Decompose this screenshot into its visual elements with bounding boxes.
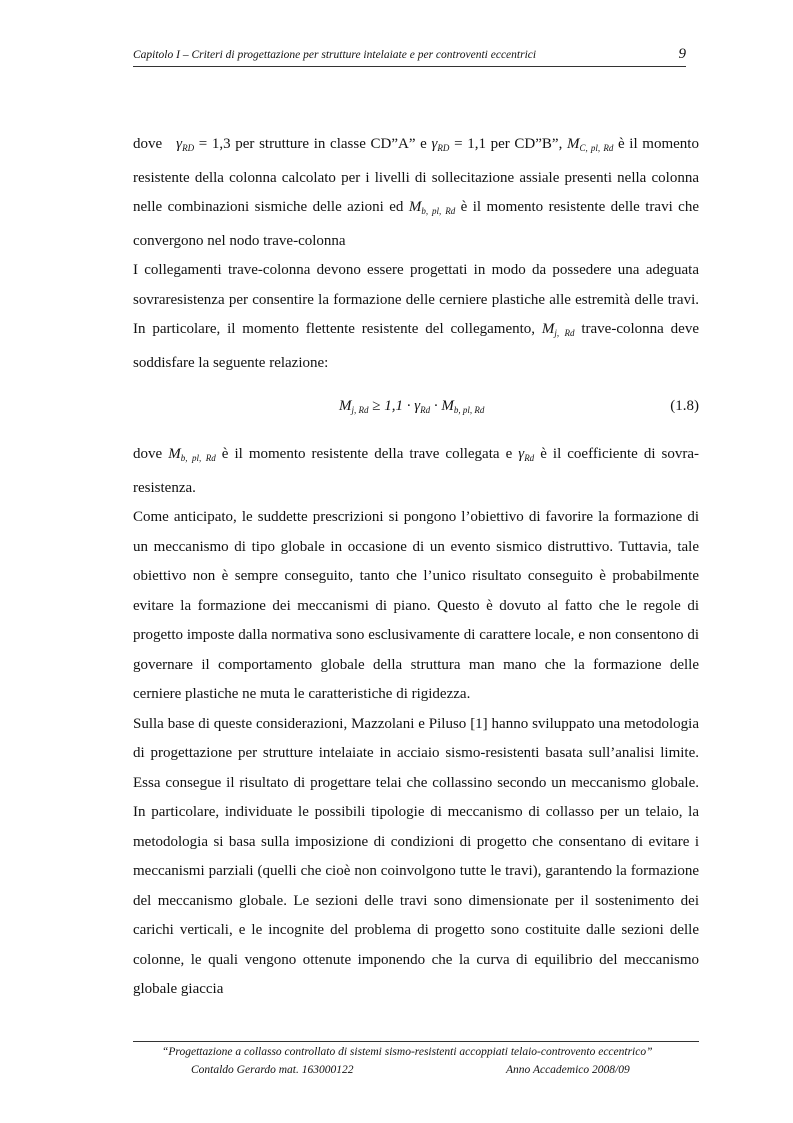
text-run: per CD”B”, (485, 136, 567, 152)
equation-body: $M_{j, Rd} \ge 1,1 \cdot \gamma_{Rd} \cdot M_{b, pl, Rd}$ (339, 398, 485, 415)
text-run: dove (133, 136, 163, 152)
math-gamma-rd-a: $\gamma_{RD} = 1,3$ (176, 136, 231, 153)
text-run: è il momento resistente delle travi che convergono nel nodo trave-colonna (133, 199, 699, 249)
paragraph-3 (133, 440, 699, 503)
math-m-c-pl-rd: $M_{C, pl, Rd}$ (567, 136, 614, 153)
text-run: I collegamenti trave-colonna devono essere progettati in modo da possedere una adeguata sovraresistenza per consentire la formazione delle cerniere plastiche alle estremità delle travi. In particolare, il momento flettente resistente del collegamento, (133, 262, 699, 337)
header-title: Capitolo I – Criteri di progettazione per strutture intelaiate e per controventi eccentrici (133, 49, 537, 61)
footer-thesis-title: “Progettazione a collasso controllato di sistemi sismo-resistenti accoppiati telaio-controvento eccentrico” (162, 1046, 653, 1058)
paragraph-1 (133, 130, 699, 256)
footer-academic-year: Anno Accademico 2008/09 (506, 1064, 630, 1076)
body-text (133, 130, 699, 1005)
math-gamma-rd-b: $\gamma_{RD} = 1,1$ (431, 136, 486, 153)
page-footer (133, 1041, 699, 1076)
equation-1-8 (133, 384, 699, 432)
text-run: per strutture in classe CD”A” e (230, 136, 432, 152)
paragraph-5: Sulla base di queste considerazioni, Mazzolani e Piluso [1] hanno sviluppato una metodologia di progettazione per strutture intelaiate in acciaio sismo-resistenti basata sull’analisi limite. Essa consegue il risultato di progettare telai che collassino secondo un meccanismo globale. In particolare, individuate le possibili tipologie di meccanismo di collasso per un telaio, la metodologia si basa sulla imposizione di condizioni di progetto che consentano di evitare i meccanismi parziali (quelli che cioè non coinvolgono tutte le travi), garantendo la formazione del meccanismo globale. Le sezioni delle travi sono dimensionate per il sostenimento dei carichi verticali, e le incognite del problema di progetto sono costituite dalle sezioni delle colonne, le quali vengono ottenute imponendo che la curva di equilibrio del meccanismo globale giaccia (133, 715, 699, 997)
math-m-b-pl-rd: $M_{b, pl, Rd}$ (168, 446, 216, 463)
paragraph-2 (133, 256, 699, 378)
paragraph-4: Come anticipato, le suddette prescrizioni si pongono l’obiettivo di favorire la formazione di un meccanismo di tipo globale in occasione di un evento sismico distruttivo. Tuttavia, tale obiettivo non è sempre conseguito, tanto che l’unico risultato conseguito è probabilmente evitare la formazione dei meccanismi di piano. Questo è dovuto al fatto che le regole di progetto imposte dalla normativa sono esclusivamente di carattere locale, e non consentono di governare il comportamento globale della struttura man mano che la formazione delle cerniere plastiche ne muta le caratteristiche di rigidezza. (133, 509, 699, 702)
math-m-b-pl-rd: $M_{b, pl, Rd}$ (408, 199, 456, 216)
math-gamma-rd: $\gamma_{Rd}$ (518, 446, 535, 463)
page-header (133, 48, 686, 67)
page-number: 9 (678, 46, 686, 62)
text-run: trave-colonna deve soddisfare la seguente relazione: (133, 321, 699, 371)
text-run: è il momento resistente della colonna calcolato per i livelli di sollecitazione assiale presenti nella colonna nelle combinazioni sismiche delle azioni ed (133, 136, 699, 215)
text-run: dove (133, 446, 169, 462)
math-m-j-rd: $M_{j, Rd}$ (541, 321, 575, 338)
equation-number: (1.8) (670, 398, 699, 414)
text-run: è il momento resistente della trave collegata e (215, 446, 519, 462)
footer-author: Contaldo Gerardo mat. 163000122 (191, 1064, 354, 1076)
text-run: è il coefficiente di sovra-resistenza. (133, 446, 699, 496)
